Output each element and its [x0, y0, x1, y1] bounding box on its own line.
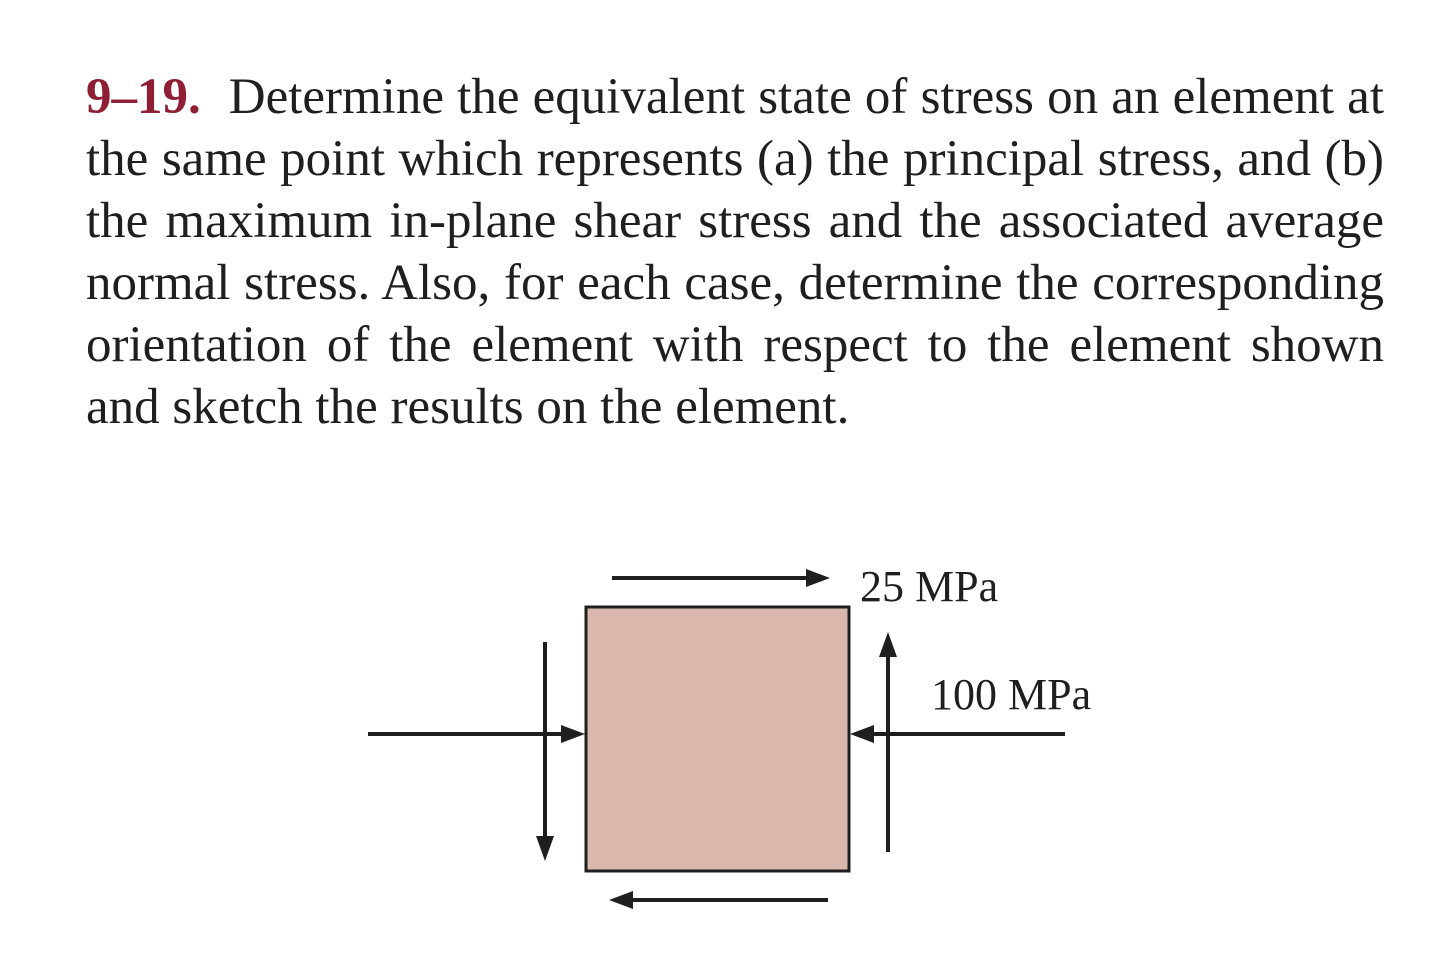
shear-stress-label: 25 MPa — [860, 562, 999, 611]
bottom-shear-arrow — [609, 891, 828, 909]
left-normal-arrow — [368, 725, 585, 743]
problem-text: Determine the equivalent state of stress on an element at the same point which represents (a) the principal stress, and (b) the maximum in-plane shear stress and the associated average normal stress. Also, for each case, determine the corresponding orientation of the element with respect to the element shown and sketch the results on the element. — [86, 69, 1384, 435]
right-shear-arrow — [879, 632, 897, 852]
left-shear-arrow — [536, 642, 554, 861]
problem-number: 9–19. — [86, 69, 201, 125]
normal-stress-label: 100 MPa — [931, 670, 1092, 719]
right-normal-arrow — [850, 725, 1065, 743]
top-shear-arrow — [612, 569, 830, 587]
stress-element — [586, 607, 849, 871]
